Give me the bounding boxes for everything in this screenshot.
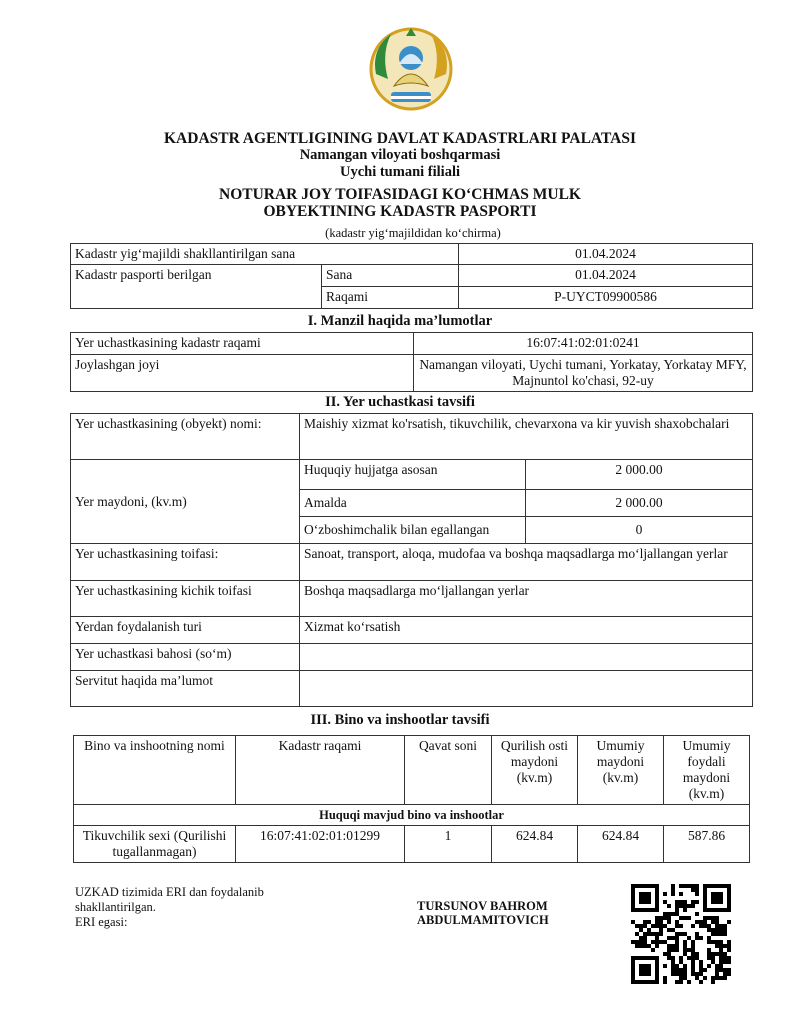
table-row [74,826,750,863]
land-price-label: Yer uchastkasi bahosi (so‘m) [71,644,300,671]
building-total-area: 624.84 [578,826,664,863]
building-name: Tikuvchilik sexi (Qurilishi tugallanmagan) [74,826,236,863]
eri-note: UZKAD tizimida ERI dan foydalanib shakllantirilgan. [75,885,264,914]
area-legal-label: Huquqiy hujjatga asosan [300,460,526,490]
passport-issued-label: Kadastr pasporti berilgan [71,265,322,309]
cadastral-number-label: Yer uchastkasining kadastr raqami [71,333,414,355]
servitut-value [300,671,753,707]
area-actual-label: Amalda [300,490,526,517]
section3-title: III. Bino va inshootlar tavsifi [310,712,490,728]
state-emblem [366,24,456,114]
land-subcategory-label: Yer uchastkasining kichik toifasi [71,581,300,617]
issuance-table [70,243,753,309]
formation-date-value: 01.04.2024 [459,244,753,265]
buildings-table [73,735,750,863]
area-self-value: 0 [526,517,753,544]
area-legal-value: 2 000.00 [526,460,753,490]
raqami-label: Raqami [322,287,459,309]
group-title: Huquqi mavjud bino va inshootlar [74,805,750,826]
col-useful-area: Umumiy foydali maydoni (kv.m) [664,736,750,805]
col-building-name: Bino va inshootning nomi [74,736,236,805]
location-label: Joylashgan joyi [71,355,414,392]
area-self-label: O‘zboshimchalik bilan egallangan [300,517,526,544]
formation-date-label: Kadastr yig‘majildi shakllantirilgan sana [71,244,459,265]
col-total-area: Umumiy maydoni (kv.m) [578,736,664,805]
col-cadastral-number: Kadastr raqami [236,736,405,805]
area-actual-value: 2 000.00 [526,490,753,517]
land-subcategory-value: Boshqa maqsadlarga mo‘ljallangan yerlar [300,581,753,617]
owner-name-line1: TURSUNOV BAHROM [417,899,548,913]
section1-title: I. Manzil haqida ma’lumotlar [307,313,493,329]
agency-title: KADASTR AGENTLIGINING DAVLAT KADASTRLARI PALATASI [164,130,636,147]
owner-name-line2: ABDULMAMITOVICH [417,913,549,927]
land-category-label: Yer uchastkasining toifasi: [71,544,300,581]
document-title-line1: NOTURAR JOY TOIFASIDAGI KO‘CHMAS MULK [219,186,581,203]
eri-owner-label: ERI egasi: [75,915,128,929]
document-subtitle: (kadastr yig‘majildidan ko‘chirma) [325,226,501,240]
sana-value: 01.04.2024 [459,265,753,287]
address-table [70,332,753,392]
servitut-label: Servitut haqida ma’lumot [71,671,300,707]
col-floors: Qavat soni [405,736,492,805]
building-useful-area: 587.86 [664,826,750,863]
cadastral-number-value: 16:07:41:02:01:0241 [414,333,753,355]
sana-label: Sana [322,265,459,287]
location-value: Namangan viloyati, Uychi tumani, Yorkatay, Yorkatay MFY, Majnuntol ko'chasi, 92-uy [414,355,753,392]
building-cadastral-number: 16:07:41:02:01:01299 [236,826,405,863]
land-description-table [70,413,753,707]
object-name-value: Maishiy xizmat ko'rsatish, tikuvchilik, chevarxona va kir yuvish shaxobchalari [300,414,753,460]
land-price-value [300,644,753,671]
section2-title: II. Yer uchastkasi tavsifi [325,394,475,410]
raqami-value: P-UYCT09900586 [459,287,753,309]
building-floors: 1 [405,826,492,863]
document-title-line2: OBYEKTINING KADASTR PASPORTI [263,203,537,220]
land-category-value: Sanoat, transport, aloqa, mudofaa va boshqa maqsadlarga mo‘ljallangan yerlar [300,544,753,581]
land-use-value: Xizmat ko‘rsatish [300,617,753,644]
building-footprint: 624.84 [492,826,578,863]
qr-code [631,884,731,984]
land-use-label: Yerdan foydalanish turi [71,617,300,644]
region-office: Namangan viloyati boshqarmasi [299,147,501,163]
district-branch: Uychi tumani filiali [339,164,461,180]
land-area-label: Yer maydoni, (kv.m) [71,460,300,544]
object-name-label: Yer uchastkasining (obyekt) nomi: [71,414,300,460]
col-footprint-area: Qurilish osti maydoni (kv.m) [492,736,578,805]
